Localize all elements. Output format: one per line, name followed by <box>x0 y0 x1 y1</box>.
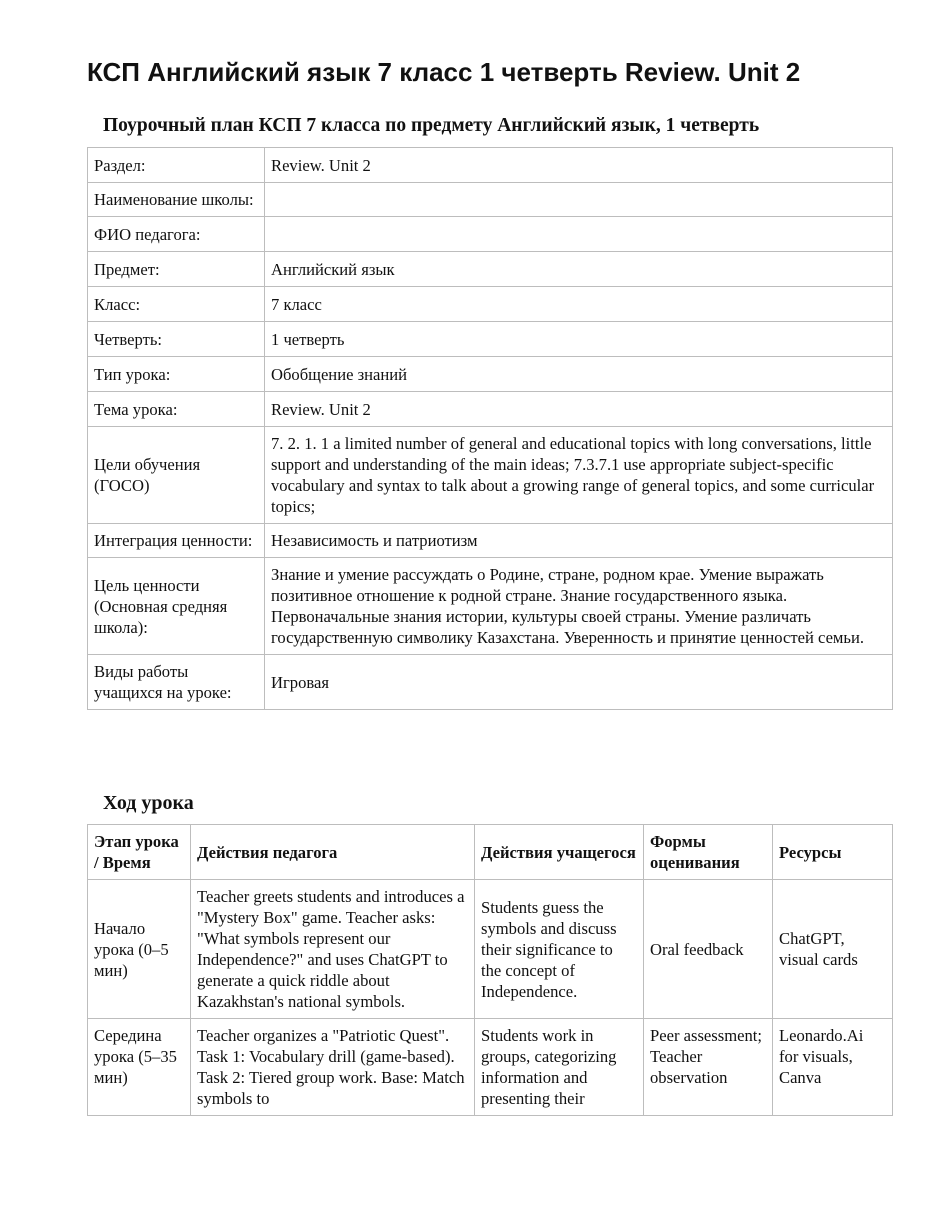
info-row-value-integration <box>88 524 893 558</box>
info-value <box>265 183 893 217</box>
info-value: 7 класс <box>265 287 893 322</box>
resources-cell: Leonardo.Ai for visuals, Canva <box>773 1019 893 1116</box>
info-key: Цель ценности (Основная средняя школа): <box>88 558 265 655</box>
teacher-actions-cell: Teacher greets students and introduces a "Mystery Box" game. Teacher asks: "What symbols represent our Independence?" and uses ChatGPT to generate a quick riddle about Kazakhstan's national symbols. <box>191 880 475 1019</box>
info-value: 7. 2. 1. 1 a limited number of general and educational topics with long conversations, little support and understanding of the main ideas; 7.3.7.1 use appropriate subject-specific vocabulary and syntax to talk about a growing range of general topics, and some curricular topics; <box>265 427 893 524</box>
info-value: Review. Unit 2 <box>265 392 893 427</box>
lesson-row-start <box>88 880 893 1019</box>
info-key: Тема урока: <box>88 392 265 427</box>
header-teacher-actions: Действия педагога <box>191 825 475 880</box>
info-key: Цели обучения (ГОСО) <box>88 427 265 524</box>
header-assessment: Формы оценивания <box>644 825 773 880</box>
lesson-header-row <box>88 825 893 880</box>
stage-cell: Начало урока (0–5 мин) <box>88 880 191 1019</box>
header-student-actions: Действия учащегося <box>475 825 644 880</box>
info-row-learning-goals <box>88 427 893 524</box>
info-key: Предмет: <box>88 252 265 287</box>
info-key: Класс: <box>88 287 265 322</box>
lesson-flow-table <box>87 824 893 1116</box>
section-title-lesson-flow: Ход урока <box>103 792 194 814</box>
info-value: Игровая <box>265 655 893 710</box>
info-row-grade <box>88 287 893 322</box>
info-value: Review. Unit 2 <box>265 148 893 183</box>
info-row-value-goal <box>88 558 893 655</box>
plan-subtitle: Поурочный план КСП 7 класса по предмету Английский язык, 1 четверть <box>103 115 760 136</box>
info-row-subject <box>88 252 893 287</box>
info-value <box>265 217 893 252</box>
assessment-cell: Peer assessment; Teacher observation <box>644 1019 773 1116</box>
info-key: Четверть: <box>88 322 265 357</box>
info-value: 1 четверть <box>265 322 893 357</box>
resources-cell: ChatGPT, visual cards <box>773 880 893 1019</box>
student-actions-cell: Students work in groups, categorizing information and presenting their <box>475 1019 644 1116</box>
stage-cell: Середина урока (5–35 мин) <box>88 1019 191 1116</box>
info-row-school <box>88 183 893 217</box>
info-value: Знание и умение рассуждать о Родине, стране, родном крае. Умение выражать позитивное отношение к родной стране. Знание государственного языка. Первоначальные знания истории, культуры своей страны. Умение различать государственную символику Казахстана. Уверенность и принятие ценностей семьи. <box>265 558 893 655</box>
info-row-lesson-type <box>88 357 893 392</box>
info-key: Раздел: <box>88 148 265 183</box>
info-row-work-types <box>88 655 893 710</box>
info-key: Интеграция ценности: <box>88 524 265 558</box>
header-stage: Этап урока / Время <box>88 825 191 880</box>
info-row-teacher <box>88 217 893 252</box>
lesson-info-table <box>87 147 893 710</box>
teacher-actions-cell: Teacher organizes a "Patriotic Quest". Task 1: Vocabulary drill (game-based). Task 2: Tiered group work. Base: Match symbols to <box>191 1019 475 1116</box>
info-row-section <box>88 148 893 183</box>
page-title: КСП Английский язык 7 класс 1 четверть Review. Unit 2 <box>87 57 801 87</box>
lesson-row-middle <box>88 1019 893 1116</box>
header-resources: Ресурсы <box>773 825 893 880</box>
info-value: Независимость и патриотизм <box>265 524 893 558</box>
info-row-lesson-topic <box>88 392 893 427</box>
student-actions-cell: Students guess the symbols and discuss their significance to the concept of Independence. <box>475 880 644 1019</box>
info-key: ФИО педагога: <box>88 217 265 252</box>
info-row-quarter <box>88 322 893 357</box>
info-value: Английский язык <box>265 252 893 287</box>
info-key: Наименование школы: <box>88 183 265 217</box>
info-key: Тип урока: <box>88 357 265 392</box>
info-value: Обобщение знаний <box>265 357 893 392</box>
assessment-cell: Oral feedback <box>644 880 773 1019</box>
info-key: Виды работы учащихся на уроке: <box>88 655 265 710</box>
